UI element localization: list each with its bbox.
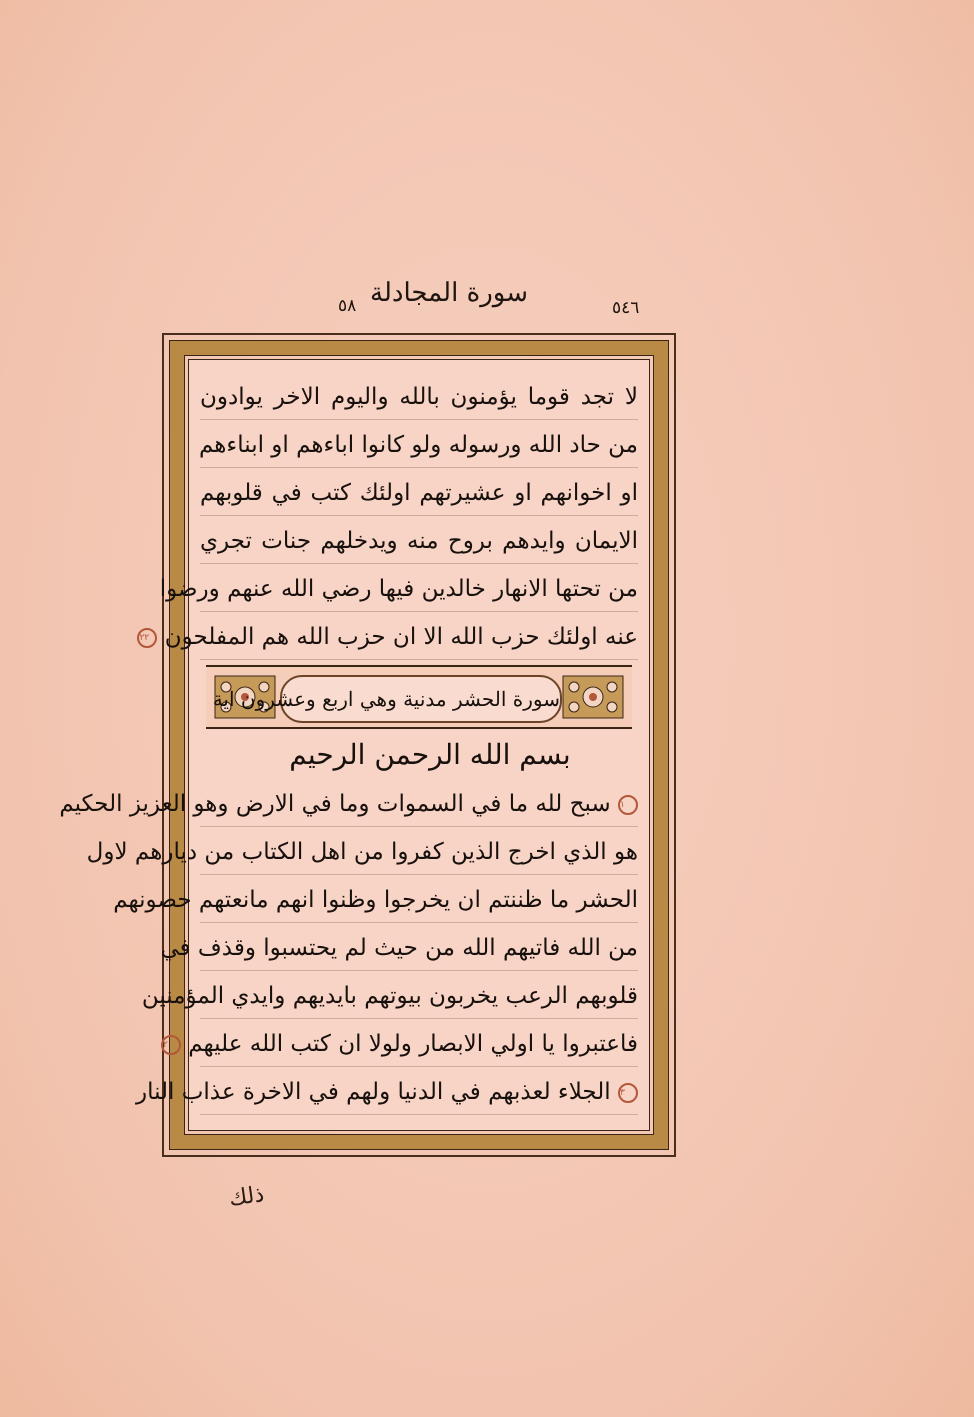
surah-title: سورة المجادلة (370, 278, 528, 308)
ayah-marker: ٢ (161, 1035, 181, 1055)
page-number: ٥٤٦ (612, 298, 640, 318)
text-line: او اخوانهم او عشيرتهم اولئك كتب في قلوبهم (200, 471, 638, 516)
ayah-marker: ١ (618, 795, 638, 815)
text-line: من تحتها الانهار خالدين فيها رضي الله عنهم ورضوا (200, 567, 638, 612)
text-line: ١ سبح لله ما في السموات وما في الارض وهو العزيز الحكيم (200, 782, 638, 827)
ayah-marker: ٢٢ (137, 628, 157, 648)
surah-banner (206, 665, 632, 729)
ayah-marker: ٣ (618, 1083, 638, 1103)
catchword: ذلك (227, 1182, 266, 1212)
page-header (160, 278, 680, 328)
text-line: قلوبهم الرعب يخربون بيوتهم بايديهم وايدي المؤمنين (200, 974, 638, 1019)
surah-heading: سورة الحشر مدنية وهي اربع وعشرون اية (280, 675, 562, 723)
text-line: ٣ الجلاء لعذبهم في الدنيا ولهم في الاخرة عذاب النار (200, 1070, 638, 1115)
text-line: الحشر ما ظننتم ان يخرجوا وظنوا انهم مانعتهم حصونهم (200, 878, 638, 923)
text-line: من حاد الله ورسوله ولو كانوا اباءهم او ابناءهم (200, 423, 638, 468)
text-line: من الله فاتيهم الله من حيث لم يحتسبوا وقذف في (200, 926, 638, 971)
text-line: هو الذي اخرج الذين كفروا من اهل الكتاب من ديارهم لاول (200, 830, 638, 875)
text-line: عنه اولئك حزب الله الا ان حزب الله هم المفلحون ٢٢ (200, 615, 638, 660)
surah-number: ٥٨ (338, 296, 357, 316)
text-line: فاعتبروا يا اولي الابصار ولولا ان كتب الله عليهم ٢ (200, 1022, 638, 1067)
text-line: لا تجد قوما يؤمنون بالله واليوم الاخر يوادون (200, 375, 638, 420)
bismillah: بسم الله الرحمن الرحيم (289, 738, 571, 771)
text-line: الايمان وايدهم بروح منه ويدخلهم جنات تجري (200, 519, 638, 564)
floral-ornament-icon (562, 675, 624, 719)
